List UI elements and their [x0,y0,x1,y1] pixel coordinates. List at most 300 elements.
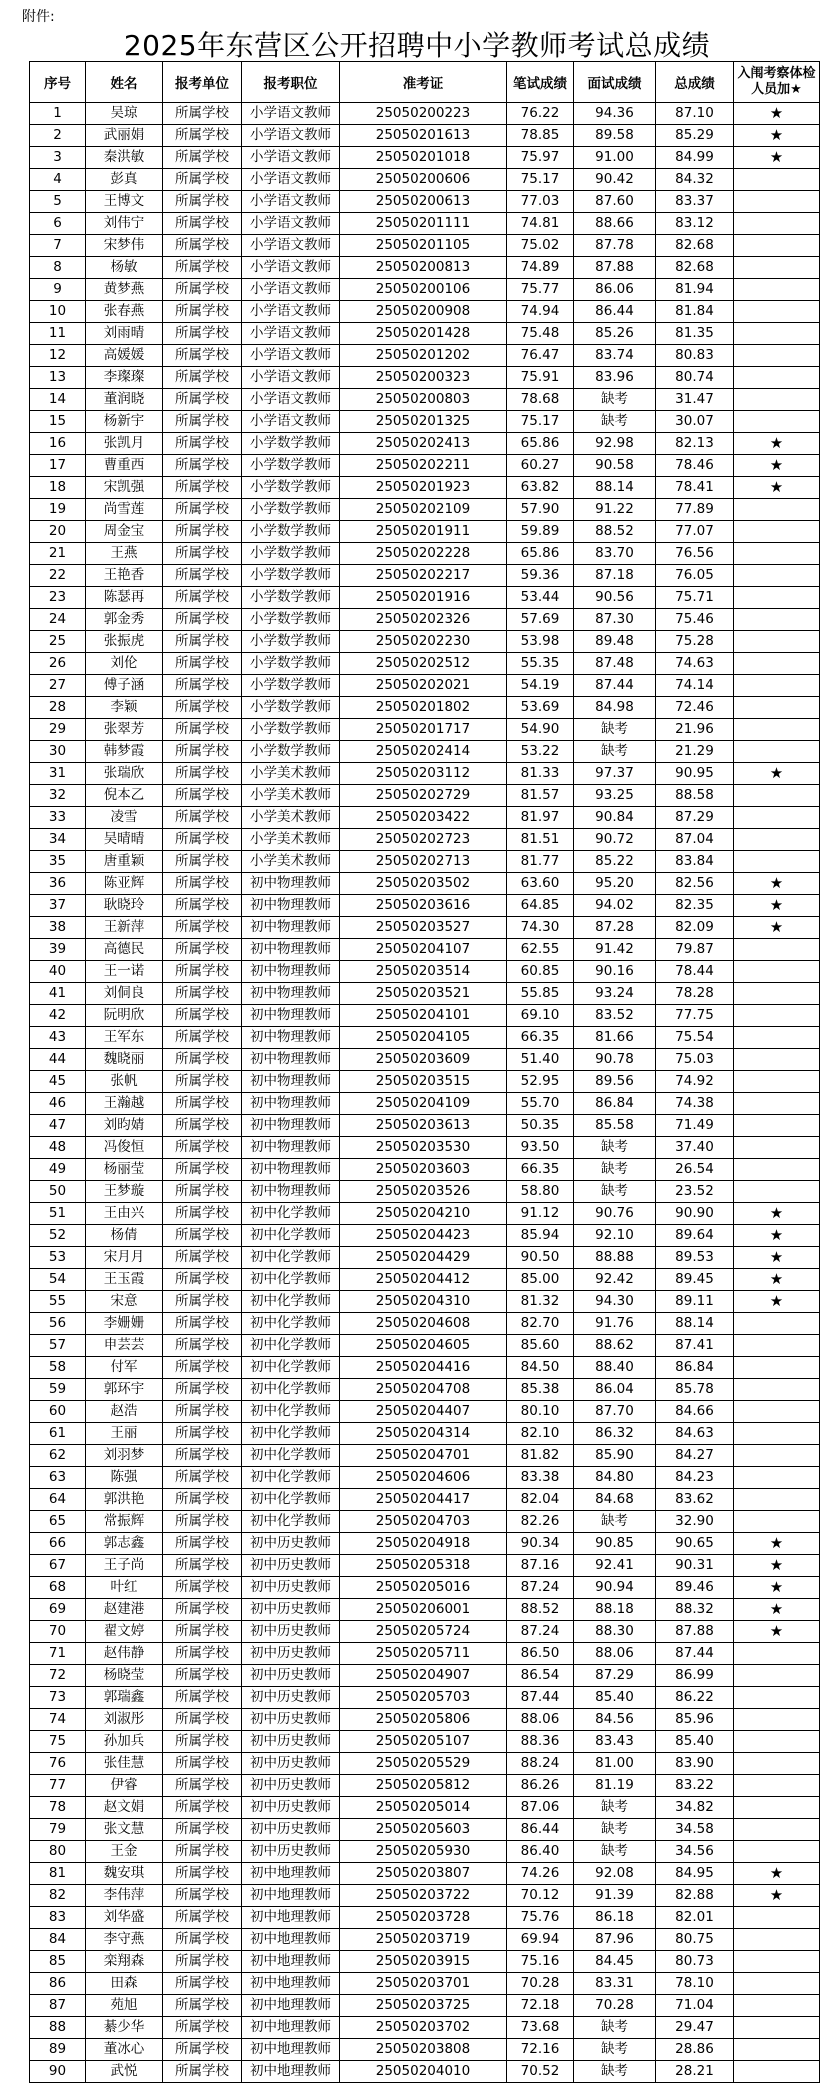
cell-total-score: 29.47 [656,2017,734,2039]
cell-seq: 87 [30,1995,86,2017]
table-row [30,675,820,697]
cell-name: 张振虎 [86,631,163,653]
cell-position: 初中物理教师 [242,1093,340,1115]
cell-seq: 80 [30,1841,86,1863]
cell-name: 郭志鑫 [86,1533,163,1555]
cell-unit: 所属学校 [163,785,242,807]
table-row [30,1929,820,1951]
cell-exam-id: 25050204407 [340,1401,507,1423]
cell-exam-id: 25050200813 [340,257,507,279]
cell-seq: 22 [30,565,86,587]
cell-name: 郭瑞鑫 [86,1687,163,1709]
cell-written-score: 51.40 [507,1049,574,1071]
cell-total-score: 37.40 [656,1137,734,1159]
cell-shortlist-mark [734,697,820,719]
cell-name: 赵建港 [86,1599,163,1621]
cell-name: 阮明欣 [86,1005,163,1027]
cell-name: 郭金秀 [86,609,163,631]
cell-shortlist-mark [734,939,820,961]
cell-shortlist-mark: ★ [734,1533,820,1555]
cell-shortlist-mark [734,1445,820,1467]
cell-unit: 所属学校 [163,631,242,653]
cell-interview-score: 97.37 [574,763,656,785]
table-body [30,103,820,2083]
table-row [30,1203,820,1225]
cell-shortlist-mark [734,565,820,587]
cell-name: 王子尚 [86,1555,163,1577]
cell-written-score: 86.44 [507,1819,574,1841]
cell-position: 初中历史教师 [242,1753,340,1775]
cell-written-score: 87.44 [507,1687,574,1709]
table-row [30,521,820,543]
cell-position: 初中化学教师 [242,1511,340,1533]
cell-seq: 56 [30,1313,86,1335]
cell-seq: 50 [30,1181,86,1203]
cell-unit: 所属学校 [163,2039,242,2061]
cell-interview-score: 86.06 [574,279,656,301]
cell-position: 初中物理教师 [242,983,340,1005]
cell-position: 初中地理教师 [242,1973,340,1995]
cell-name: 尚雪莲 [86,499,163,521]
cell-interview-score: 85.40 [574,1687,656,1709]
cell-position: 初中化学教师 [242,1445,340,1467]
cell-total-score: 76.56 [656,543,734,565]
cell-position: 初中历史教师 [242,1577,340,1599]
cell-exam-id: 25050204416 [340,1357,507,1379]
cell-position: 初中地理教师 [242,1863,340,1885]
cell-unit: 所属学校 [163,411,242,433]
cell-exam-id: 25050201111 [340,213,507,235]
cell-written-score: 87.16 [507,1555,574,1577]
cell-interview-score: 90.58 [574,455,656,477]
cell-position: 初中物理教师 [242,895,340,917]
cell-unit: 所属学校 [163,1775,242,1797]
cell-name: 魏晓丽 [86,1049,163,1071]
cell-written-score: 59.36 [507,565,574,587]
cell-position: 初中物理教师 [242,917,340,939]
table-row [30,1401,820,1423]
cell-interview-score: 90.78 [574,1049,656,1071]
cell-seq: 51 [30,1203,86,1225]
cell-total-score: 82.56 [656,873,734,895]
cell-written-score: 65.86 [507,543,574,565]
cell-interview-score: 缺考 [574,1137,656,1159]
table-row [30,1643,820,1665]
cell-position: 小学数学教师 [242,499,340,521]
cell-written-score: 75.91 [507,367,574,389]
cell-written-score: 78.85 [507,125,574,147]
cell-unit: 所属学校 [163,741,242,763]
table-row [30,1313,820,1335]
cell-unit: 所属学校 [163,1555,242,1577]
table-row [30,1863,820,1885]
cell-position: 初中历史教师 [242,1687,340,1709]
table-row [30,1841,820,1863]
cell-seq: 27 [30,675,86,697]
table-row [30,279,820,301]
cell-position: 初中物理教师 [242,1115,340,1137]
cell-name: 魏安琪 [86,1863,163,1885]
cell-interview-score: 88.88 [574,1247,656,1269]
cell-exam-id: 25050205711 [340,1643,507,1665]
cell-exam-id: 25050202230 [340,631,507,653]
table-row [30,1071,820,1093]
cell-exam-id: 25050203701 [340,1973,507,1995]
cell-total-score: 75.46 [656,609,734,631]
cell-interview-score: 90.16 [574,961,656,983]
cell-interview-score: 90.72 [574,829,656,851]
cell-exam-id: 25050204010 [340,2061,507,2083]
table-row [30,1181,820,1203]
cell-name: 陈亚辉 [86,873,163,895]
cell-interview-score: 91.00 [574,147,656,169]
cell-position: 初中化学教师 [242,1423,340,1445]
table-row [30,411,820,433]
cell-written-score: 75.17 [507,411,574,433]
cell-exam-id: 25050201202 [340,345,507,367]
cell-name: 李璨璨 [86,367,163,389]
cell-seq: 9 [30,279,86,301]
cell-position: 初中物理教师 [242,1005,340,1027]
table-row [30,433,820,455]
cell-position: 初中化学教师 [242,1489,340,1511]
cell-written-score: 77.03 [507,191,574,213]
cell-seq: 26 [30,653,86,675]
cell-exam-id: 25050205318 [340,1555,507,1577]
cell-unit: 所属学校 [163,1313,242,1335]
cell-exam-id: 25050201018 [340,147,507,169]
cell-written-score: 72.18 [507,1995,574,2017]
cell-interview-score: 88.18 [574,1599,656,1621]
table-row [30,587,820,609]
cell-seq: 20 [30,521,86,543]
table-row [30,455,820,477]
cell-seq: 59 [30,1379,86,1401]
table-row [30,389,820,411]
cell-exam-id: 25050203112 [340,763,507,785]
cell-unit: 所属学校 [163,1599,242,1621]
cell-interview-score: 90.56 [574,587,656,609]
cell-shortlist-mark: ★ [734,1269,820,1291]
cell-interview-score: 93.25 [574,785,656,807]
cell-position: 初中化学教师 [242,1467,340,1489]
cell-interview-score: 缺考 [574,2061,656,2083]
cell-name: 王由兴 [86,1203,163,1225]
cell-total-score: 32.90 [656,1511,734,1533]
table-row [30,345,820,367]
cell-name: 刘羽梦 [86,1445,163,1467]
cell-unit: 所属学校 [163,1621,242,1643]
cell-position: 初中历史教师 [242,1643,340,1665]
cell-total-score: 75.71 [656,587,734,609]
cell-unit: 所属学校 [163,1753,242,1775]
cell-shortlist-mark [734,1775,820,1797]
cell-unit: 所属学校 [163,565,242,587]
cell-written-score: 88.06 [507,1709,574,1731]
cell-unit: 所属学校 [163,1291,242,1313]
cell-name: 张帆 [86,1071,163,1093]
cell-exam-id: 25050205724 [340,1621,507,1643]
table-row [30,257,820,279]
cell-total-score: 87.41 [656,1335,734,1357]
cell-written-score: 63.82 [507,477,574,499]
cell-seq: 35 [30,851,86,873]
cell-unit: 所属学校 [163,1533,242,1555]
cell-shortlist-mark [734,1995,820,2017]
cell-seq: 52 [30,1225,86,1247]
cell-total-score: 84.95 [656,1863,734,1885]
cell-seq: 57 [30,1335,86,1357]
header-exam-id: 准考证 [340,62,507,103]
cell-unit: 所属学校 [163,1863,242,1885]
cell-shortlist-mark [734,1665,820,1687]
cell-exam-id: 25050200606 [340,169,507,191]
cell-name: 申芸芸 [86,1335,163,1357]
cell-exam-id: 25050204429 [340,1247,507,1269]
cell-total-score: 23.52 [656,1181,734,1203]
cell-name: 王军东 [86,1027,163,1049]
cell-written-score: 60.85 [507,961,574,983]
cell-position: 初中化学教师 [242,1335,340,1357]
cell-seq: 14 [30,389,86,411]
cell-shortlist-mark [734,543,820,565]
cell-name: 赵伟静 [86,1643,163,1665]
cell-interview-score: 86.04 [574,1379,656,1401]
cell-total-score: 74.14 [656,675,734,697]
cell-unit: 所属学校 [163,235,242,257]
cell-interview-score: 92.08 [574,1863,656,1885]
cell-exam-id: 25050201916 [340,587,507,609]
cell-written-score: 70.52 [507,2061,574,2083]
cell-name: 高媛媛 [86,345,163,367]
cell-interview-score: 94.36 [574,103,656,125]
cell-position: 小学数学教师 [242,543,340,565]
cell-shortlist-mark [734,1005,820,1027]
cell-total-score: 82.09 [656,917,734,939]
cell-total-score: 89.11 [656,1291,734,1313]
cell-exam-id: 25050203702 [340,2017,507,2039]
cell-total-score: 87.29 [656,807,734,829]
cell-interview-score: 缺考 [574,1797,656,1819]
cell-shortlist-mark: ★ [734,873,820,895]
cell-position: 初中化学教师 [242,1379,340,1401]
cell-total-score: 83.62 [656,1489,734,1511]
cell-position: 小学语文教师 [242,257,340,279]
cell-name: 刘昀婧 [86,1115,163,1137]
cell-seq: 44 [30,1049,86,1071]
cell-interview-score: 94.02 [574,895,656,917]
cell-written-score: 53.98 [507,631,574,653]
cell-position: 初中物理教师 [242,1071,340,1093]
cell-unit: 所属学校 [163,389,242,411]
cell-shortlist-mark [734,1709,820,1731]
cell-name: 翟文婷 [86,1621,163,1643]
cell-interview-score: 87.30 [574,609,656,631]
cell-interview-score: 85.26 [574,323,656,345]
cell-shortlist-mark [734,719,820,741]
cell-written-score: 66.35 [507,1027,574,1049]
cell-shortlist-mark: ★ [734,1577,820,1599]
cell-position: 小学语文教师 [242,147,340,169]
cell-written-score: 86.50 [507,1643,574,1665]
cell-name: 李守燕 [86,1929,163,1951]
cell-name: 周金宝 [86,521,163,543]
cell-seq: 3 [30,147,86,169]
cell-exam-id: 25050205016 [340,1577,507,1599]
cell-position: 初中地理教师 [242,2039,340,2061]
table-row [30,1357,820,1379]
table-row [30,1731,820,1753]
cell-exam-id: 25050201802 [340,697,507,719]
table-row [30,1709,820,1731]
cell-seq: 54 [30,1269,86,1291]
cell-written-score: 82.04 [507,1489,574,1511]
cell-exam-id: 25050203616 [340,895,507,917]
cell-interview-score: 88.30 [574,1621,656,1643]
cell-interview-score: 83.70 [574,543,656,565]
cell-name: 王新萍 [86,917,163,939]
cell-exam-id: 25050204708 [340,1379,507,1401]
cell-written-score: 54.90 [507,719,574,741]
cell-written-score: 81.32 [507,1291,574,1313]
cell-shortlist-mark [734,1357,820,1379]
cell-exam-id: 25050202326 [340,609,507,631]
cell-interview-score: 90.76 [574,1203,656,1225]
cell-shortlist-mark [734,785,820,807]
cell-unit: 所属学校 [163,1797,242,1819]
cell-shortlist-mark [734,1907,820,1929]
cell-position: 小学语文教师 [242,345,340,367]
cell-written-score: 55.85 [507,983,574,1005]
cell-seq: 39 [30,939,86,961]
cell-exam-id: 25050200908 [340,301,507,323]
cell-written-score: 73.68 [507,2017,574,2039]
cell-position: 小学语文教师 [242,301,340,323]
cell-position: 小学美术教师 [242,807,340,829]
cell-seq: 36 [30,873,86,895]
cell-position: 小学数学教师 [242,741,340,763]
cell-interview-score: 87.18 [574,565,656,587]
cell-written-score: 62.55 [507,939,574,961]
cell-shortlist-mark [734,1335,820,1357]
cell-position: 初中化学教师 [242,1357,340,1379]
cell-seq: 72 [30,1665,86,1687]
cell-total-score: 26.54 [656,1159,734,1181]
table-row [30,851,820,873]
cell-shortlist-mark [734,631,820,653]
cell-written-score: 84.50 [507,1357,574,1379]
cell-total-score: 81.84 [656,301,734,323]
cell-exam-id: 25050201325 [340,411,507,433]
cell-unit: 所属学校 [163,213,242,235]
cell-written-score: 69.10 [507,1005,574,1027]
cell-seq: 47 [30,1115,86,1137]
cell-name: 秦洪敏 [86,147,163,169]
cell-exam-id: 25050202217 [340,565,507,587]
cell-shortlist-mark [734,279,820,301]
cell-unit: 所属学校 [163,1709,242,1731]
cell-position: 小学数学教师 [242,631,340,653]
cell-unit: 所属学校 [163,1907,242,1929]
cell-unit: 所属学校 [163,1577,242,1599]
cell-exam-id: 25050201911 [340,521,507,543]
cell-interview-score: 91.42 [574,939,656,961]
cell-unit: 所属学校 [163,1093,242,1115]
cell-shortlist-mark [734,1841,820,1863]
table-row [30,1995,820,2017]
cell-shortlist-mark [734,1753,820,1775]
cell-seq: 61 [30,1423,86,1445]
cell-shortlist-mark [734,829,820,851]
table-row [30,1687,820,1709]
cell-unit: 所属学校 [163,1929,242,1951]
cell-total-score: 87.10 [656,103,734,125]
cell-name: 王一诺 [86,961,163,983]
table-row [30,1269,820,1291]
cell-interview-score: 88.62 [574,1335,656,1357]
cell-exam-id: 25050205812 [340,1775,507,1797]
cell-exam-id: 25050204314 [340,1423,507,1445]
table-row [30,301,820,323]
header-interview-score: 面试成绩 [574,62,656,103]
cell-exam-id: 25050204105 [340,1027,507,1049]
cell-interview-score: 缺考 [574,719,656,741]
cell-total-score: 77.89 [656,499,734,521]
cell-unit: 所属学校 [163,543,242,565]
cell-interview-score: 84.45 [574,1951,656,1973]
cell-written-score: 58.80 [507,1181,574,1203]
cell-written-score: 81.57 [507,785,574,807]
cell-name: 唐重颖 [86,851,163,873]
cell-name: 王丽 [86,1423,163,1445]
table-row [30,323,820,345]
cell-seq: 4 [30,169,86,191]
cell-written-score: 86.54 [507,1665,574,1687]
cell-position: 小学美术教师 [242,785,340,807]
cell-written-score: 75.16 [507,1951,574,1973]
cell-shortlist-mark: ★ [734,895,820,917]
table-row [30,961,820,983]
cell-shortlist-mark [734,961,820,983]
cell-shortlist-mark [734,609,820,631]
cell-name: 董冰心 [86,2039,163,2061]
cell-shortlist-mark [734,1687,820,1709]
cell-unit: 所属学校 [163,279,242,301]
cell-position: 初中历史教师 [242,1599,340,1621]
cell-seq: 34 [30,829,86,851]
cell-exam-id: 25050203725 [340,1995,507,2017]
cell-position: 小学数学教师 [242,653,340,675]
cell-exam-id: 25050205806 [340,1709,507,1731]
cell-seq: 8 [30,257,86,279]
cell-shortlist-mark: ★ [734,763,820,785]
cell-seq: 49 [30,1159,86,1181]
cell-total-score: 86.22 [656,1687,734,1709]
cell-interview-score: 92.98 [574,433,656,455]
cell-shortlist-mark [734,807,820,829]
cell-shortlist-mark [734,1489,820,1511]
cell-shortlist-mark [734,1071,820,1093]
cell-unit: 所属学校 [163,1379,242,1401]
cell-exam-id: 25050203502 [340,873,507,895]
table-row [30,191,820,213]
table-row [30,653,820,675]
cell-exam-id: 25050200803 [340,389,507,411]
cell-total-score: 85.78 [656,1379,734,1401]
cell-written-score: 86.40 [507,1841,574,1863]
cell-unit: 所属学校 [163,1819,242,1841]
cell-name: 杨新宇 [86,411,163,433]
